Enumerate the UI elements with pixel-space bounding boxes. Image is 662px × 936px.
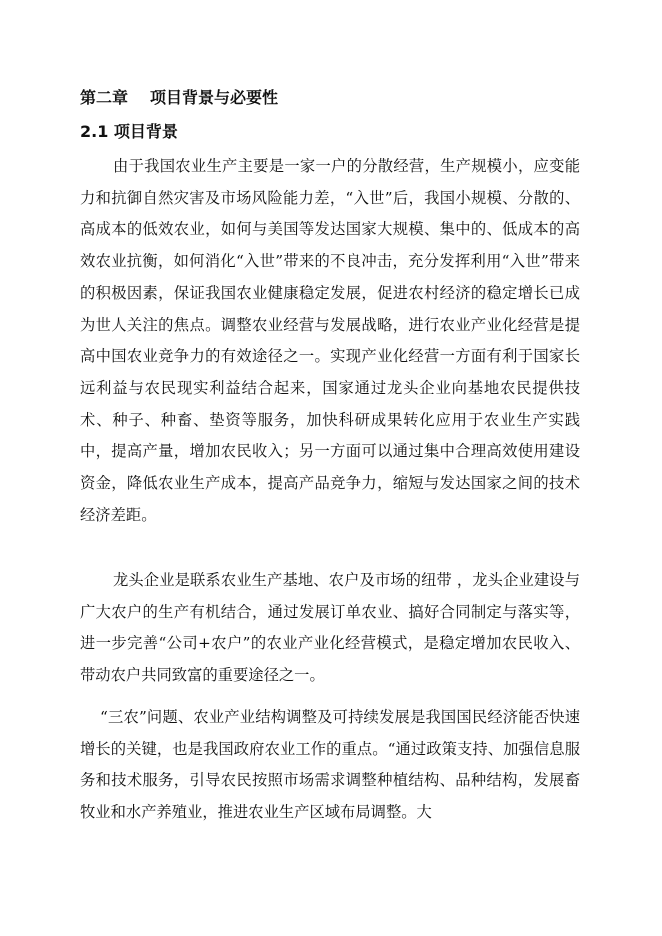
body-paragraph: 龙头企业是联系农业生产基地、农户及市场的纽带 ，龙头企业建设与广大农户的生产有机结合，通过发展订单农业、搞好合同制定与落实等，进一步完善“公司+农户”的农业产业化经营模式，是稳定增加农民收入、带动农户共同致富的重要途径之一。 (80, 571, 580, 685)
body-paragraph: “三农”问题、农业产业结构调整及可持续发展是我国国民经济能否快速增长的关键，也是我国政府农业工作的重点。“通过政策支持、加强信息服务和技术服务，引导农民按照市场需求调整种植结构、品种结构，发展畜牧业和水产养殖业，推进农业生产区域布局调整。大 (80, 708, 580, 822)
chapter-number: 第二章 (80, 88, 129, 107)
chapter-heading (80, 88, 278, 108)
section-heading: 2.1 项目背景 (80, 122, 178, 141)
body-paragraph: 由于我国农业生产主要是一家一户的分散经营，生产规模小，应变能力和抗御自然灾害及市场风险能力差，“入世”后，我国小规模、分散的、高成本的低效农业，如何与美国等发达国家大规模、集中的、低成本的高效农业抗衡，如何消化“入世”带来的不良冲击，充分发挥利用“入世”带来的积极因素，保证我国农业健康稳定发展，促进农村经济的稳定增长已成为世人关注的焦点。调整农业经营与发展战略，进行农业产业化经营是提高中国农业竞争力的有效途径之一。实现产业化经营一方面有利于国家长远利益与农民现实利益结合起来，国家通过龙头企业向基地农民提供技术、种子、种畜、垫资等服务，加快科研成果转化应用于农业生产实践中，提高产量，增加农民收入；另一方面可以通过集中合理高效使用建设资金，降低农业生产成本，提高产品竞争力，缩短与发达国家之间的技术经济差距。 (80, 157, 580, 524)
chapter-title: 项目背景与必要性 (150, 88, 279, 107)
